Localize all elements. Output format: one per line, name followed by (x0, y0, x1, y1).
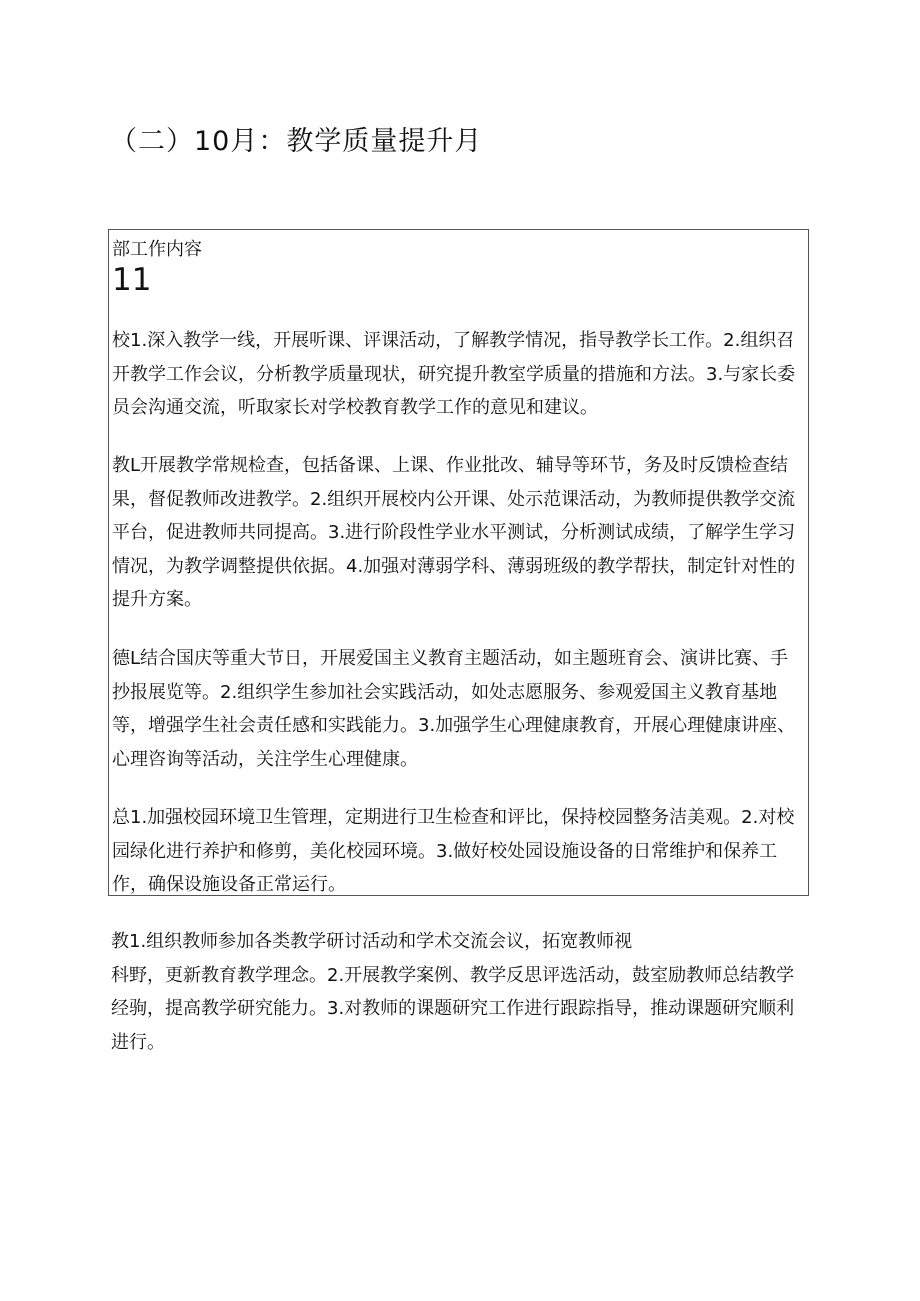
trailing-line-2: 科野，更新教育教学理念。2.开展教学案例、教学反思评选活动，鼓室励教师总结教学经驹，提高教学研究能力。3.对教师的课题研究工作进行跟踪指导，推动课题研究顺利进行。 (111, 964, 795, 1053)
table-row-moral-education: 德L结合国庆等重大节日，开展爱国主义教育主题活动，如主题班育会、演讲比赛、手抄报展览等。2.组织学生参加社会实践活动，如处志愿服务、参观爱国主义教育基地等，增强学生社会责任感和实践能力。3.加强学生心理健康教育，开展心理健康讲座、心理咨询等活动，关注学生心理健康。 (112, 648, 796, 770)
trailing-line-1: 教1.组织教师参加各类教学研讨活动和学术交流会议，拓宽教师视 (111, 931, 633, 952)
table-row-teaching-office: 教L开展教学常规检查，包括备课、上课、作业批改、辅导等环节，务及时反馈检查结果，督促教师改进教学。2.组织开展校内公开课、处示范课活动，为教师提供教学交流平台，促进教师共同提高。3.进行阶段性学业水平测试，分析测试成绩，了解学生学习情况，为教学调整提供依据。4.加强对薄弱学科、薄弱班级的教学帮扶，制定针对性的提升方案。 (112, 455, 796, 610)
table-header-number: 11 (112, 262, 152, 298)
table-header-label: 部工作内容 (112, 239, 202, 260)
table-row-principal: 校1.深入教学一线，开展听课、评课活动，了解教学情况，指导教学长工作。2.组织召开教学工作会议，分析教学质量现状，研究提升教室学质量的措施和方法。3.与家长委员会沟通交流，听取家长对学校教育教学工作的意见和建议。 (112, 330, 796, 418)
table-row-general-affairs: 总1.加强校园环境卫生管理，定期进行卫生检查和评比，保持校园整务洁美观。2.对校园绿化进行养护和修剪，美化校园环境。3.做好校处园设施设备的日常维护和保养工作，确保设施设备正常运行。 (112, 807, 795, 895)
trailing-paragraph-research (111, 925, 811, 1059)
work-content-table (108, 229, 809, 896)
section-heading: （二）10月：教学质量提升月 (110, 126, 483, 157)
